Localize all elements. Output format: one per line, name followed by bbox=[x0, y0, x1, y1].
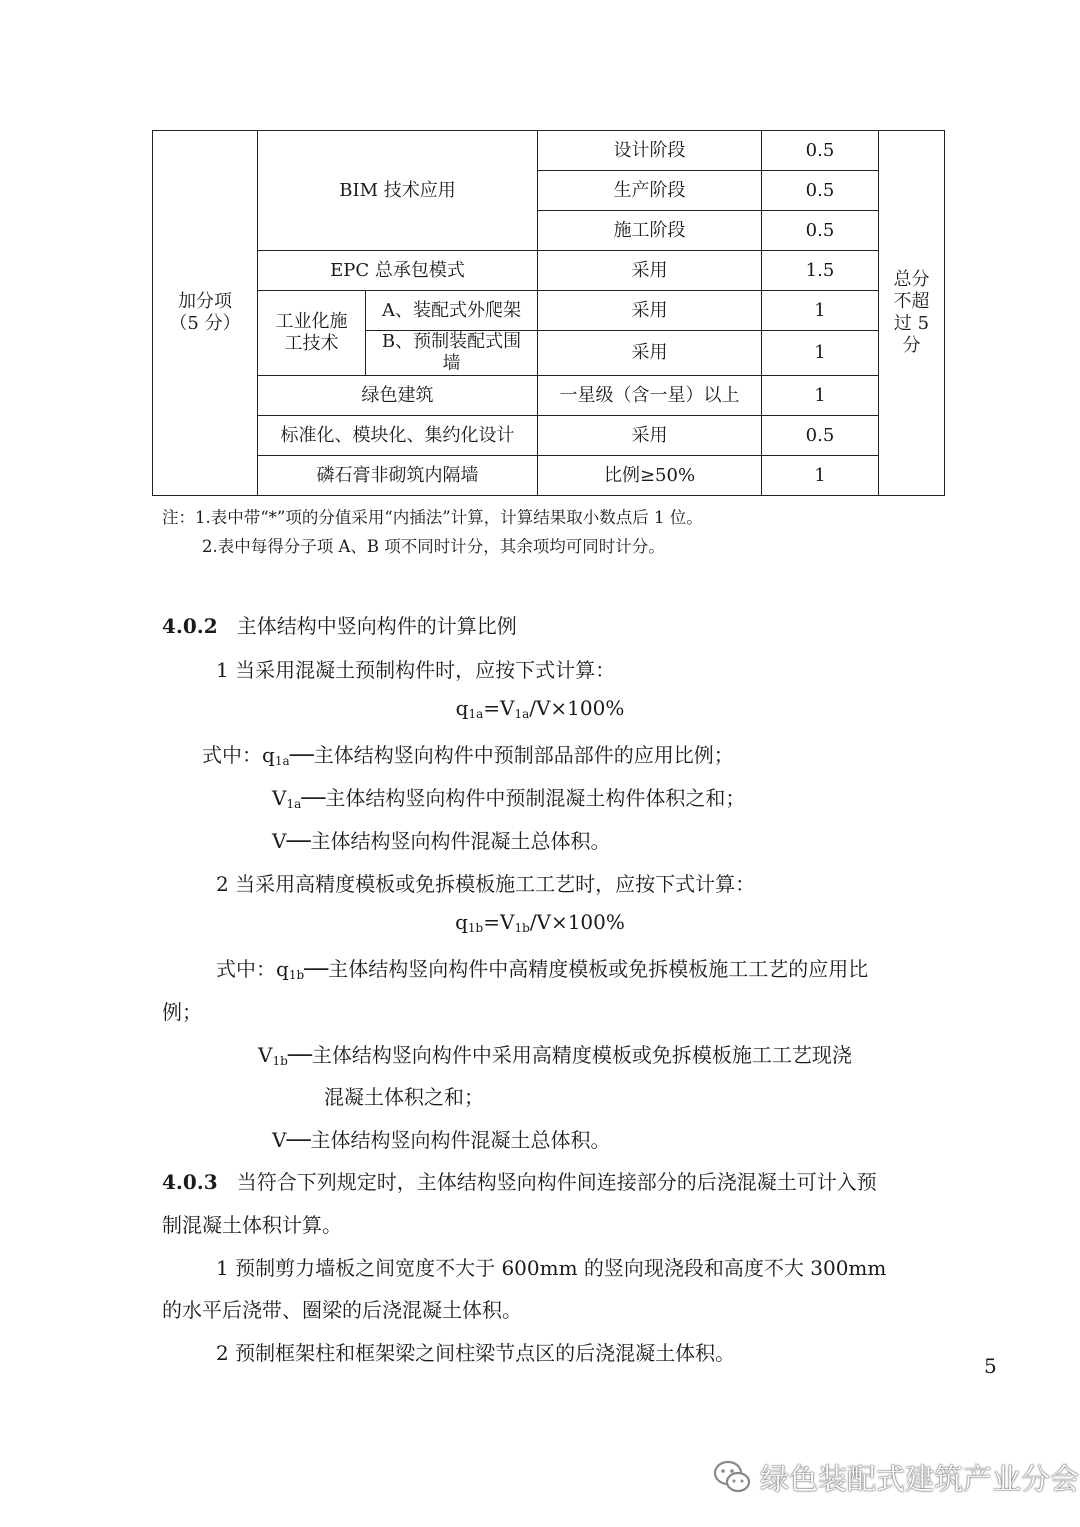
bim-score-design: 0.5 bbox=[762, 131, 879, 171]
gypsum-wall-score: 1 bbox=[762, 456, 879, 496]
table-note-2: 2.表中每得分子项 A、B 项不同时计分，其余项均可同时计分。 bbox=[202, 537, 665, 556]
industrial-score-a: 1 bbox=[762, 291, 879, 331]
bim-label: BIM 技术应用 bbox=[258, 131, 538, 251]
bim-score-construction: 0.5 bbox=[762, 211, 879, 251]
section-4-0-3-heading: 4.0.3 当符合下列规定时，主体结构竖向构件间连接部分的后浇混凝土可计入预 bbox=[162, 1170, 877, 1194]
where-v1b-cont: 混凝土体积之和； bbox=[324, 1085, 484, 1109]
bim-stage-design: 设计阶段 bbox=[538, 131, 762, 171]
item-2-text: 2 当采用高精度模板或免拆模板施工工艺时，应按下式计算： bbox=[216, 872, 756, 896]
industrial-score-b: 1 bbox=[762, 331, 879, 376]
green-building-label: 绿色建筑 bbox=[258, 376, 538, 416]
gypsum-wall-req: 比例≥50% bbox=[538, 456, 762, 496]
section-number: 4.0.2 bbox=[162, 614, 218, 638]
where-v1a: $V_{1a}──$主体结构竖向构件中预制混凝土构件体积之和； bbox=[272, 786, 746, 811]
section-4-0-2-heading bbox=[162, 610, 517, 639]
section-4-0-3-item-1-cont: 的水平后浇带、圈梁的后浇混凝土体积。 bbox=[162, 1298, 522, 1322]
industrial-req-a: 采用 bbox=[538, 291, 762, 331]
where-v-1: V──主体结构竖向构件混凝土总体积。 bbox=[272, 829, 611, 853]
where-q1b: 式中：$q_{1b}──$主体结构竖向构件中高精度模板或免拆模板施工工艺的应用比 bbox=[216, 957, 869, 982]
formula-2: $q_{1b}=V_{1b}/V\times 100\%$ bbox=[455, 910, 625, 935]
green-building-score: 1 bbox=[762, 376, 879, 416]
where-v1b: $V_{1b}──$主体结构竖向构件中采用高精度模板或免拆模板施工工艺现浇 bbox=[258, 1043, 852, 1068]
epc-requirement: 采用 bbox=[538, 251, 762, 291]
section-number: 4.0.3 bbox=[162, 1170, 218, 1194]
standard-design-req: 采用 bbox=[538, 416, 762, 456]
bonus-sub-label: （5 分） bbox=[169, 313, 241, 334]
industrial-item-b: B、预制装配式围 墙 bbox=[366, 331, 538, 376]
industrial-req-b: 采用 bbox=[538, 331, 762, 376]
section-title: 主体结构中竖向构件的计算比例 bbox=[236, 614, 517, 638]
section-4-0-3-item-2: 2 预制框架柱和框架梁之间柱梁节点区的后浇混凝土体积。 bbox=[216, 1341, 736, 1365]
industrial-item-a: A、装配式外爬架 bbox=[366, 291, 538, 331]
bonus-score-table bbox=[152, 130, 945, 496]
bim-stage-construction: 施工阶段 bbox=[538, 211, 762, 251]
section-4-0-3-item-1: 1 预制剪力墙板之间宽度不大于 600mm 的竖向现浇段和高度不大 300mm bbox=[216, 1256, 887, 1280]
wechat-watermark bbox=[712, 1452, 1079, 1502]
where-v-2: V──主体结构竖向构件混凝土总体积。 bbox=[272, 1128, 611, 1152]
gypsum-wall-label: 磷石膏非砌筑内隔墙 bbox=[258, 456, 538, 496]
formula-1: $q_{1a}=V_{1a}/V\times 100\%$ bbox=[455, 696, 625, 721]
watermark-text: 绿色装配式建筑产业分会 bbox=[760, 1461, 1080, 1496]
industrial-label: 工业化施 工技术 bbox=[258, 291, 366, 376]
wechat-icon bbox=[712, 1457, 752, 1497]
table-note-1: 注：1.表中带“*”项的分值采用“内插法”计算，计算结果取小数点后 1 位。 bbox=[162, 508, 703, 527]
bim-stage-production: 生产阶段 bbox=[538, 171, 762, 211]
bonus-label: 加分项 bbox=[178, 291, 232, 312]
bim-score-production: 0.5 bbox=[762, 171, 879, 211]
where-q1b-cont: 例； bbox=[162, 1000, 202, 1024]
section-4-0-3-line-2: 制混凝土体积计算。 bbox=[162, 1213, 342, 1237]
epc-score: 1.5 bbox=[762, 251, 879, 291]
epc-label: EPC 总承包模式 bbox=[258, 251, 538, 291]
standard-design-label: 标准化、模块化、集约化设计 bbox=[258, 416, 538, 456]
page-number: 5 bbox=[984, 1354, 997, 1378]
item-1-text: 1 当采用混凝土预制构件时，应按下式计算： bbox=[216, 658, 616, 682]
total-cap-cell: 总分 不超 过 5 分 bbox=[879, 131, 945, 496]
green-building-req: 一星级（含一星）以上 bbox=[538, 376, 762, 416]
where-q1a: 式中：$q_{1a}──$主体结构竖向构件中预制部品部件的应用比例； bbox=[202, 743, 734, 768]
bonus-category-cell bbox=[153, 131, 258, 496]
standard-design-score: 0.5 bbox=[762, 416, 879, 456]
